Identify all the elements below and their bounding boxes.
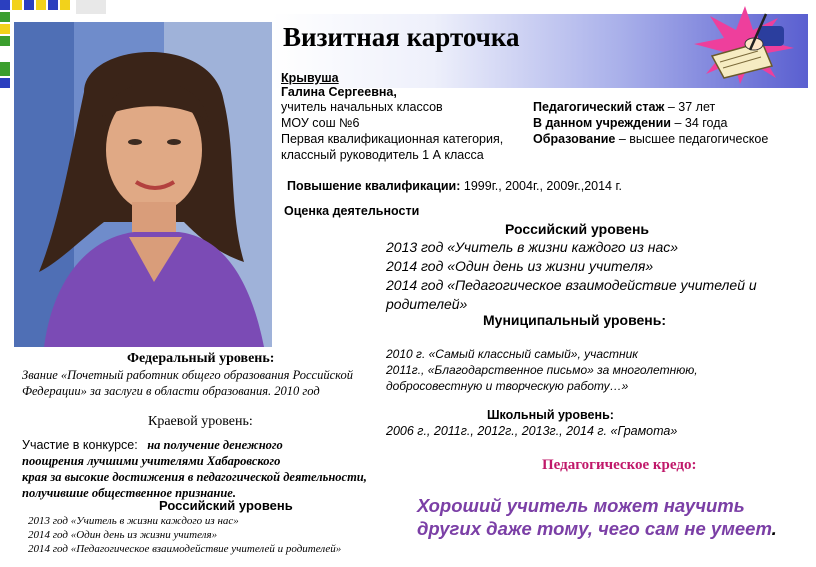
federal-level-heading: Федеральный уровень: — [127, 351, 275, 366]
first-name: Галина Сергеевна, — [281, 85, 397, 99]
federal-level-text — [22, 367, 353, 399]
school-level-heading: Школьный уровень: — [487, 408, 614, 422]
inst-experience-label: В данном учреждении — [533, 116, 671, 130]
ped-experience — [533, 99, 715, 115]
text-line: получившие общественное признание. — [22, 486, 236, 500]
portrait-photo — [14, 22, 272, 347]
municipal-level-heading: Муниципальный уровень: — [483, 312, 667, 328]
municipal-level-list — [386, 346, 698, 394]
inst-experience-value: – 34 года — [670, 116, 728, 130]
credo-heading: Педагогическое кредо: — [542, 457, 697, 473]
contest-label: Участие в конкурсе: — [22, 438, 138, 452]
text-line: Федерации» за заслуги в области образования. 2010 год — [22, 384, 320, 398]
position: учитель начальных классов — [281, 100, 443, 114]
regional-level-text — [22, 437, 367, 501]
qualification — [287, 178, 622, 194]
evaluation-label: Оценка деятельности — [284, 204, 420, 218]
card-title: Визитная карточка — [283, 22, 520, 52]
russian-level-heading: Российский уровень — [505, 221, 650, 237]
category: Первая квалификационная категория, — [281, 132, 504, 146]
list-item: добросовестную и творческую работу…» — [386, 379, 629, 393]
list-item: 2011г., «Благодарственное письмо» за многолетнюю, — [386, 363, 698, 377]
class-role: классный руководитель 1 А класса — [281, 148, 484, 162]
list-item: 2014 год «Педагогическое взаимодействие учителей и — [386, 277, 757, 293]
inst-experience — [533, 115, 727, 131]
surname: Крывуша — [281, 71, 339, 85]
regional-level-heading: Краевой уровень: — [148, 414, 253, 429]
signing-document-clipart — [690, 4, 800, 84]
list-item: 2010 г. «Самый классный самый», участник — [386, 347, 638, 361]
russian-level-2-heading: Российский уровень — [159, 498, 293, 513]
school-level-value: 2006 г., 2011г., 2012г., 2013г., 2014 г. «Грамота» — [386, 424, 678, 438]
list-item: 2013 год «Учитель в жизни каждого из нас» — [386, 239, 679, 255]
list-item: 2014 год «Один день из жизни учителя» — [28, 529, 218, 541]
credo-end: . — [771, 518, 777, 539]
text-line: края за высокие достижения в педагогической деятельности, — [22, 470, 367, 484]
text-line: других даже тому, чего сам не умеет — [417, 518, 772, 539]
russian-level-list — [386, 238, 757, 314]
ped-experience-value: – 37 лет — [664, 100, 716, 114]
list-item: 2014 год «Один день из жизни учителя» — [386, 258, 654, 274]
text-line: поощрения лучшими учителями Хабаровского — [22, 454, 281, 468]
text-line: на получение денежного — [147, 438, 283, 452]
education-value: – высшее педагогическое — [615, 132, 769, 146]
russian-level-2-list — [28, 514, 341, 556]
school: МОУ сош №6 — [281, 116, 360, 130]
qualification-value: 1999г., 2004г., 2009г.,2014 г. — [460, 179, 622, 193]
list-item: 2014 год «Педагогическое взаимодействие учителей и родителей» — [28, 543, 342, 555]
education-label: Образование — [533, 132, 616, 146]
text-line: Хороший учитель может научить — [417, 495, 745, 516]
qualification-label: Повышение квалификации: — [287, 179, 461, 193]
credo-text — [417, 494, 777, 540]
list-item: родителей» — [386, 296, 468, 312]
list-item: 2013 год «Учитель в жизни каждого из нас» — [28, 515, 239, 527]
education — [533, 131, 768, 147]
ped-experience-label: Педагогический стаж — [533, 100, 665, 114]
text-line: Звание «Почетный работник общего образования Российской — [22, 368, 354, 382]
